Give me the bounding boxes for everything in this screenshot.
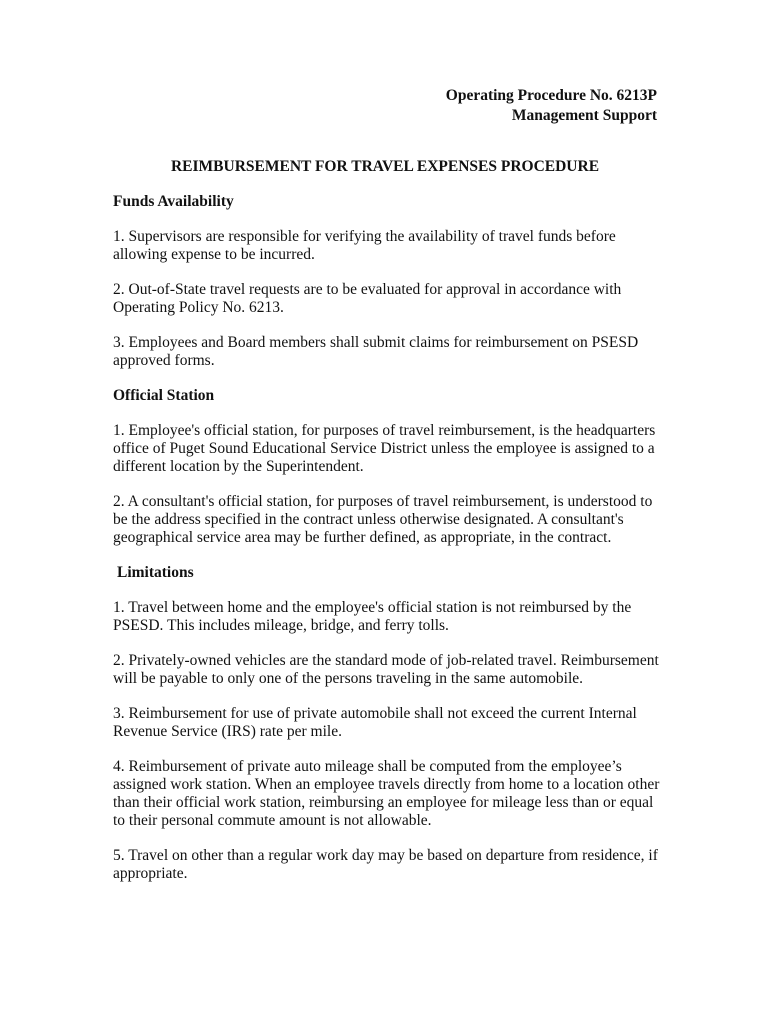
section-heading: Limitations — [117, 564, 194, 581]
paragraph: 2. Out-of-State travel requests are to be evaluated for approval in accordance with Operating Policy No. 6213. — [113, 281, 622, 316]
paragraph: 1. Travel between home and the employee's official station is not reimbursed by the PSESD. This includes mileage, bridge, and ferry tolls. — [113, 599, 632, 634]
paragraph: 2. Privately-owned vehicles are the standard mode of job-related travel. Reimbursement will be payable to only one of the persons traveling in the same automobile. — [113, 652, 659, 687]
section-heading: Official Station — [113, 387, 215, 404]
paragraph: 3. Reimbursement for use of private automobile shall not exceed the current Internal Revenue Service (IRS) rate per mile. — [113, 705, 637, 740]
paragraph: 1. Supervisors are responsible for verifying the availability of travel funds before allowing expense to be incurred. — [113, 228, 616, 263]
document-header — [446, 86, 657, 126]
document-title: REIMBURSEMENT FOR TRAVEL EXPENSES PROCEDURE — [170, 158, 600, 175]
paragraph: 1. Employee's official station, for purposes of travel reimbursement, is the headquarters office of Puget Sound Educational Service District unless the employee is assigned to a different location by the Superintendent. — [113, 422, 656, 475]
section-funds-availability — [113, 193, 661, 370]
procedure-category: Management Support — [511, 107, 657, 124]
paragraph: 2. A consultant's official station, for purposes of travel reimbursement, is understood to be the address specified in the contract unless otherwise designated. A consultant's geographical service area may be further defined, as appropriate, in the contract. — [113, 493, 653, 546]
section-heading: Funds Availability — [113, 193, 234, 210]
section-limitations — [113, 564, 661, 883]
paragraph: 3. Employees and Board members shall submit claims for reimbursement on PSESD approved forms. — [113, 334, 639, 369]
document-body — [113, 193, 661, 900]
paragraph: 4. Reimbursement of private auto mileage shall be computed from the employee’s assigned work station. When an employee travels directly from home to a location other than their official work station, reimbursing an employee for mileage less than or equal to their personal commute amount is not allowable. — [113, 758, 660, 829]
procedure-number: Operating Procedure No. 6213P — [445, 87, 657, 104]
paragraph: 5. Travel on other than a regular work day may be based on departure from residence, if appropriate. — [113, 847, 658, 882]
section-official-station — [113, 387, 661, 547]
